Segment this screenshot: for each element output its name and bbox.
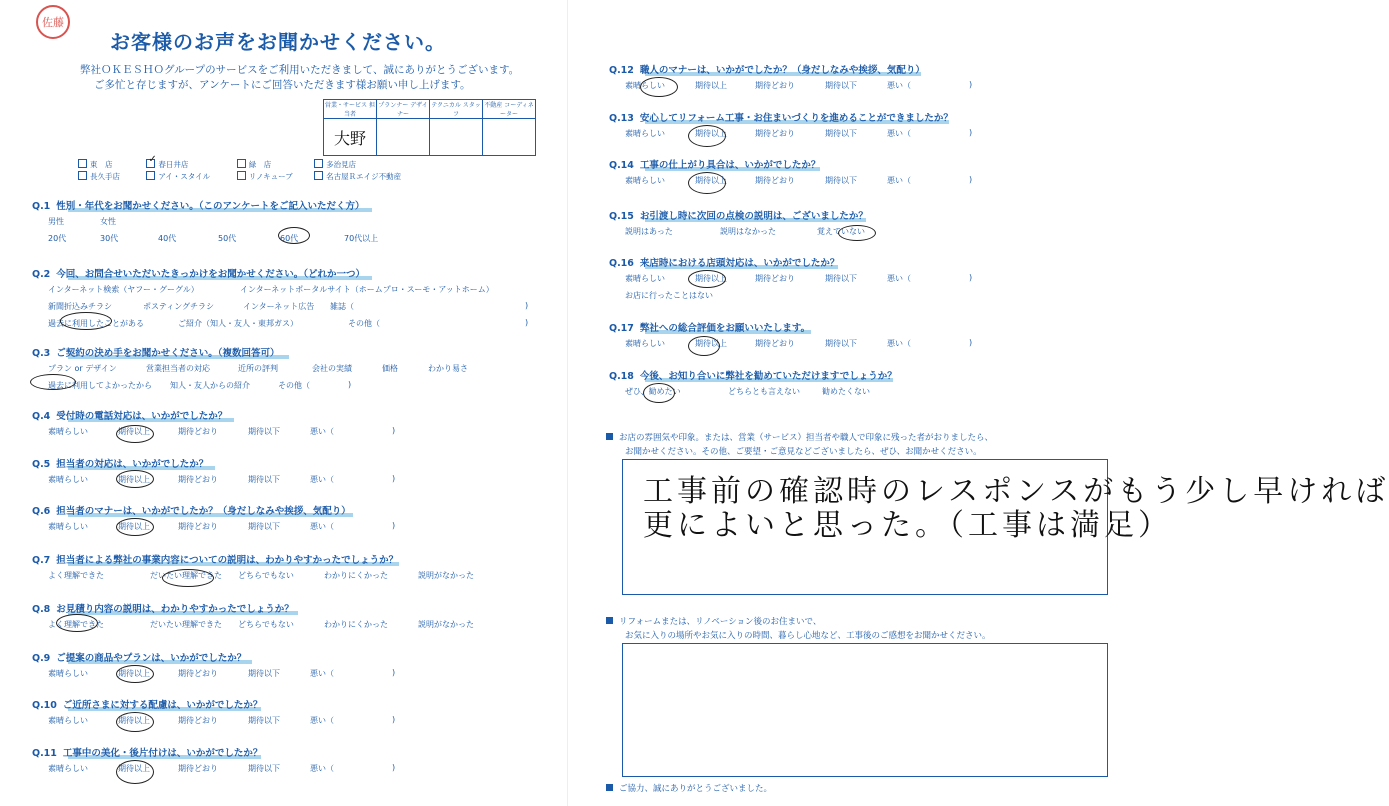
paren-close: ) xyxy=(348,380,352,389)
answer-option[interactable]: ご紹介（知人・友人・東邦ガス） xyxy=(178,319,298,328)
answer-option[interactable]: 覚えていない xyxy=(817,227,865,236)
staff-table xyxy=(323,99,536,156)
question-q4 xyxy=(32,408,227,422)
answer-option[interactable]: 説明はなかった xyxy=(720,227,776,236)
question-number: Q.5 xyxy=(32,459,51,470)
answer-option[interactable]: 期待以下 xyxy=(248,475,280,484)
answer-option[interactable]: 期待どおり xyxy=(755,176,795,185)
answer-option[interactable]: 女性 xyxy=(100,217,116,226)
answer-option[interactable]: インターネット検索（ヤフー・グーグル） xyxy=(48,285,199,294)
answer-option[interactable]: 素晴らしい xyxy=(48,427,88,436)
question-text: 工事の仕上がり具合は、いかがでしたか？ xyxy=(639,160,821,171)
paren-close: ) xyxy=(392,668,396,677)
answer-option[interactable]: 50代 xyxy=(218,234,237,243)
answer-option[interactable]: 新聞折込みチラシ xyxy=(48,302,112,311)
answer-circle xyxy=(116,425,154,443)
question-text: お引渡し時に次回の点検の説明は、ございましたか？ xyxy=(639,211,868,222)
comment1-label: お店の雰囲気や印象。または、営業（サービス）担当者や職人で印象に残った者がおりましたら、 xyxy=(606,432,993,445)
page-title: お客様のお声をお聞かせください。 xyxy=(110,30,446,54)
question-q16 xyxy=(609,255,839,269)
answer-option[interactable]: 素晴らしい xyxy=(48,764,88,773)
answer-option[interactable]: 期待以下 xyxy=(248,522,280,531)
answer-option[interactable]: 期待以上 xyxy=(695,81,727,90)
stamp-text: 佐藤 xyxy=(42,15,64,29)
question-q3 xyxy=(32,345,280,359)
answer-option[interactable]: 価格 xyxy=(382,364,398,373)
store-option[interactable]: リノキューブ xyxy=(237,171,312,182)
answer-circle xyxy=(60,312,112,330)
paren-close: ) xyxy=(969,128,973,137)
staff-header-planner: プランナー デザイナー xyxy=(377,100,430,119)
answer-option[interactable]: インターネット広告 xyxy=(243,302,315,311)
answer-option[interactable]: 説明はあった xyxy=(625,227,673,236)
question-text: 職人のマナーは、いかがでしたか？（身だしなみや挨拶、気配り） xyxy=(639,65,925,76)
question-q15 xyxy=(609,208,868,222)
answer-option[interactable]: 説明がなかった xyxy=(418,571,474,580)
answer-option[interactable]: 素晴らしい xyxy=(48,475,88,484)
answer-option[interactable]: インターネットポータルサイト（ホームプロ・スーモ・アットホーム） xyxy=(240,285,494,294)
answer-circle xyxy=(643,383,675,403)
question-q13 xyxy=(609,110,953,124)
answer-option[interactable]: よく理解できた xyxy=(48,620,104,629)
answer-option[interactable]: 悪い（ xyxy=(887,81,911,90)
paren-close: ) xyxy=(969,338,973,347)
question-text: 来店時における店頭対応は、いかがでしたか？ xyxy=(639,258,840,269)
square-bullet-icon xyxy=(606,617,613,624)
staff-value-technical[interactable] xyxy=(430,119,483,156)
question-text: 受付時の電話対応は、いかがでしたか？ xyxy=(56,411,228,422)
answer-circle xyxy=(688,125,726,147)
answer-option[interactable]: 素晴らしい xyxy=(625,129,665,138)
answer-option[interactable]: 期待以上 xyxy=(118,716,150,725)
question-q5 xyxy=(32,456,208,470)
square-bullet-icon xyxy=(606,784,613,791)
answer-option[interactable]: どちらでもない xyxy=(238,571,294,580)
answer-option[interactable]: 素晴らしい xyxy=(48,522,88,531)
answer-circle xyxy=(116,470,154,488)
answer-option[interactable]: 期待以上 xyxy=(695,129,727,138)
answer-option[interactable]: 期待以下 xyxy=(825,176,857,185)
answer-circle xyxy=(116,665,154,683)
question-text: 担当者による弊社の事業内容についての説明は、わかりやすかったでしょうか？ xyxy=(56,555,399,566)
question-number: Q.17 xyxy=(609,323,634,334)
question-number: Q.8 xyxy=(32,604,51,615)
paren-close: ) xyxy=(969,273,973,282)
answer-option[interactable]: 期待どおり xyxy=(755,81,795,90)
question-number: Q.12 xyxy=(609,65,634,76)
paren-close: ) xyxy=(392,474,396,483)
question-number: Q.13 xyxy=(609,113,634,124)
answer-circle xyxy=(640,77,678,97)
question-number: Q.6 xyxy=(32,506,51,517)
answer-circle xyxy=(838,225,876,241)
intro-line-2: ご多忙と存じますが、アンケートにご回答いただきます様お願い申し上げます。 xyxy=(94,79,471,91)
question-number: Q.18 xyxy=(609,371,634,382)
answer-option[interactable]: その他（ xyxy=(348,319,380,328)
staff-header-sales: 営業・サービス 担当者 xyxy=(324,100,377,119)
answer-option[interactable]: 期待どおり xyxy=(178,669,218,678)
comment2-box[interactable] xyxy=(622,643,1108,777)
answer-option[interactable]: どちらでもない xyxy=(238,620,294,629)
question-q6 xyxy=(32,503,351,517)
question-q10 xyxy=(32,697,262,711)
question-q18 xyxy=(609,368,897,382)
answer-option[interactable]: ポスティングチラシ xyxy=(143,302,215,311)
answer-option[interactable]: お店に行ったことはない xyxy=(625,291,713,300)
answer-option[interactable]: 期待以上 xyxy=(695,339,727,348)
answer-option[interactable]: 期待以下 xyxy=(248,764,280,773)
question-number: Q.14 xyxy=(609,160,634,171)
question-q8 xyxy=(32,601,294,615)
answer-circle xyxy=(116,760,154,784)
answer-option[interactable]: 期待以上 xyxy=(118,669,150,678)
answer-circle xyxy=(688,270,726,288)
footer: ご協力、誠にありがとうございました。 xyxy=(606,783,772,796)
answer-option[interactable]: 悪い（ xyxy=(887,274,911,283)
paren-close: ) xyxy=(392,763,396,772)
store-option[interactable]: アイ・スタイル xyxy=(146,171,234,182)
comment1-box[interactable] xyxy=(622,459,1389,595)
question-number: Q.16 xyxy=(609,258,634,269)
answer-option[interactable]: どちらとも言えない xyxy=(728,387,800,396)
answer-circle xyxy=(116,518,154,536)
answer-option[interactable]: 期待どおり xyxy=(755,129,795,138)
store-option[interactable]: 緑 店 xyxy=(237,159,312,170)
question-number: Q.2 xyxy=(32,269,51,280)
store-option[interactable]: 東 店 xyxy=(78,159,144,170)
question-q1 xyxy=(32,198,364,212)
comment2-label-2: お気に入りの場所やお気に入りの時間、暮らし心地など、工事後のご感想をお聞かせください。 xyxy=(625,631,991,641)
answer-circle xyxy=(688,172,726,194)
answer-option[interactable]: 70代以上 xyxy=(344,234,379,243)
checkbox[interactable] xyxy=(78,159,87,168)
square-bullet-icon xyxy=(606,433,613,440)
answer-option[interactable]: 期待以上 xyxy=(118,475,150,484)
answer-option[interactable]: 雑誌（ xyxy=(330,302,354,311)
answer-option[interactable]: 悪い（ xyxy=(310,522,334,531)
answer-option[interactable]: ぜひ、勧めたい xyxy=(625,387,681,396)
answer-option[interactable]: 期待どおり xyxy=(755,339,795,348)
store-row-1 xyxy=(78,154,357,170)
question-text: 今後、お知り合いに弊社を勧めていただけますでしょうか？ xyxy=(639,371,897,382)
paren-close: ) xyxy=(392,715,396,724)
answer-option[interactable]: 30代 xyxy=(100,234,119,243)
answer-option[interactable]: 営業担当者の対応 xyxy=(146,364,210,373)
paren-close: ) xyxy=(525,318,529,327)
answer-option[interactable]: 悪い（ xyxy=(310,764,334,773)
answer-option[interactable]: 悪い（ xyxy=(887,176,911,185)
question-number: Q.15 xyxy=(609,211,634,222)
answer-option[interactable]: 過去に利用してよかったから xyxy=(48,381,152,390)
question-number: Q.3 xyxy=(32,348,51,359)
answer-option[interactable]: だいたい理解できた xyxy=(150,620,222,629)
question-number: Q.4 xyxy=(32,411,51,422)
question-text: 弊社への総合評価をお願いいたします。 xyxy=(639,323,811,334)
page-fold xyxy=(567,0,568,806)
answer-option[interactable]: 男性 xyxy=(48,217,64,226)
question-text: 工事中の美化・後片付けは、いかがでしたか？ xyxy=(62,748,263,759)
question-text: 担当者の対応は、いかがでしたか？ xyxy=(56,459,209,470)
paren-close: ) xyxy=(969,175,973,184)
answer-option[interactable]: わかりにくかった xyxy=(324,620,388,629)
answer-option[interactable]: 期待以下 xyxy=(825,81,857,90)
answer-circle xyxy=(278,227,310,244)
answer-option[interactable]: 40代 xyxy=(158,234,177,243)
checkbox[interactable] xyxy=(237,159,246,168)
answer-circle xyxy=(116,712,154,732)
question-text: 担当者のマナーは、いかがでしたか？（身だしなみや挨拶、気配り） xyxy=(56,506,351,517)
answer-option[interactable]: 期待以下 xyxy=(248,427,280,436)
question-number: Q.9 xyxy=(32,653,51,664)
checkbox[interactable] xyxy=(78,171,87,180)
answer-option[interactable]: 20代 xyxy=(48,234,67,243)
answer-option[interactable]: 期待以上 xyxy=(118,427,150,436)
answer-option[interactable]: 期待どおり xyxy=(178,522,218,531)
answer-option[interactable]: 期待どおり xyxy=(178,427,218,436)
answer-option[interactable]: わかり易さ xyxy=(428,364,468,373)
checkbox[interactable] xyxy=(314,159,323,168)
answer-option[interactable]: 期待どおり xyxy=(178,764,218,773)
checkbox-checked[interactable]: ✓ xyxy=(146,159,155,168)
answer-option[interactable]: 悪い（ xyxy=(887,339,911,348)
comment2-label: リフォームまたは、リノベーション後のお住まいで、 xyxy=(606,616,821,629)
answer-circle xyxy=(56,614,98,632)
answer-option[interactable]: 素晴らしい xyxy=(625,339,665,348)
answer-option[interactable]: 期待以上 xyxy=(118,522,150,531)
comment1-handwritten-2: 更によいと思った。（工事は満足） xyxy=(643,508,1172,543)
answer-option[interactable]: よく理解できた xyxy=(48,571,104,580)
question-q14 xyxy=(609,157,820,171)
answer-option[interactable]: 過去に利用したことがある xyxy=(48,319,144,328)
question-q2 xyxy=(32,266,365,280)
paren-close: ) xyxy=(392,521,396,530)
question-text: 安心してリフォーム工事・お住まいづくりを進めることができましたか？ xyxy=(639,113,953,124)
answer-option[interactable]: 説明がなかった xyxy=(418,620,474,629)
answer-option[interactable]: 知人・友人からの紹介 xyxy=(170,381,250,390)
question-q17 xyxy=(609,320,810,334)
answer-option[interactable]: 勧めたくない xyxy=(822,387,870,396)
answer-option[interactable]: 素晴らしい xyxy=(625,176,665,185)
answer-option[interactable]: 悪い（ xyxy=(310,716,334,725)
answer-circle xyxy=(688,336,720,356)
paren-close: ) xyxy=(392,426,396,435)
answer-option[interactable]: 悪い（ xyxy=(310,475,334,484)
answer-option[interactable]: プラン or デザイン xyxy=(48,364,117,373)
answer-option[interactable]: だいたい理解できた xyxy=(150,571,222,580)
answer-option[interactable]: その他（ xyxy=(278,381,310,390)
answer-option[interactable]: 素晴らしい xyxy=(625,81,665,90)
question-text: 今回、お問合せいただいたきっかけをお聞かせください。（どれか一つ） xyxy=(56,269,366,280)
store-row-2 xyxy=(78,171,401,182)
answer-option[interactable]: 期待どおり xyxy=(755,274,795,283)
question-q9 xyxy=(32,650,246,664)
question-q11 xyxy=(32,745,262,759)
paren-close: ) xyxy=(525,301,529,310)
answer-option[interactable]: 期待どおり xyxy=(178,475,218,484)
answer-option[interactable]: 悪い（ xyxy=(310,427,334,436)
checkbox[interactable] xyxy=(146,171,155,180)
answer-option[interactable]: 会社の実績 xyxy=(312,364,352,373)
answer-circle xyxy=(162,569,214,587)
answer-option[interactable]: 悪い（ xyxy=(887,129,911,138)
answer-option[interactable]: 期待以下 xyxy=(248,716,280,725)
answer-option[interactable]: 期待以上 xyxy=(695,176,727,185)
store-option-checked[interactable]: ✓ 春日井店 xyxy=(148,154,189,169)
checkbox[interactable] xyxy=(314,171,323,180)
approval-stamp xyxy=(36,5,70,39)
answer-option[interactable]: わかりにくかった xyxy=(324,571,388,580)
answer-option[interactable]: 期待どおり xyxy=(178,716,218,725)
question-text: ご契約の決め手をお聞かせください。（複数回答可） xyxy=(56,348,280,359)
answer-option[interactable]: 素晴らしい xyxy=(48,669,88,678)
staff-header-technical: テクニカル スタッフ xyxy=(430,100,483,119)
question-text: 性別・年代をお聞かせください。（このアンケートをご記入いただく方） xyxy=(56,201,365,212)
question-q12 xyxy=(609,62,925,76)
paren-close: ) xyxy=(969,80,973,89)
answer-option[interactable]: 期待以上 xyxy=(118,764,150,773)
answer-option[interactable]: 近所の評判 xyxy=(238,364,278,373)
question-text: ご提案の商品やプランは、いかがでしたか？ xyxy=(56,653,247,664)
question-number: Q.11 xyxy=(32,748,57,759)
answer-option[interactable]: 悪い（ xyxy=(310,669,334,678)
answer-option[interactable]: 期待以下 xyxy=(825,339,857,348)
answer-option[interactable]: 素晴らしい xyxy=(625,274,665,283)
answer-option[interactable]: 期待以上 xyxy=(695,274,727,283)
intro-line-1: 弊社ＯＫＥＳＨＯグループのサービスをご利用いただきまして、誠にありがとうございます。 xyxy=(80,64,520,76)
store-option[interactable]: 長久手店 xyxy=(78,171,144,182)
staff-value-realestate[interactable] xyxy=(483,119,536,156)
question-text: ご近所さまに対する配慮は、いかがでしたか？ xyxy=(62,700,263,711)
answer-option[interactable]: 期待以下 xyxy=(825,129,857,138)
question-number: Q.10 xyxy=(32,700,57,711)
answer-option[interactable]: 期待以下 xyxy=(825,274,857,283)
answer-option[interactable]: 素晴らしい xyxy=(48,716,88,725)
store-option[interactable]: 多治見店 xyxy=(314,159,356,170)
comment1-handwritten-1: 工事前の確認時のレスポンスがもう少し早ければ xyxy=(643,474,1389,509)
staff-value-planner[interactable] xyxy=(377,119,430,156)
staff-value-sales[interactable]: 大野 xyxy=(324,119,377,156)
answer-circle xyxy=(30,374,76,390)
comment1-label-2: お聞かせください。その他、ご要望・ご意見などございましたら、ぜひ、お聞かせください。 xyxy=(625,447,982,457)
answer-option[interactable]: 60代 xyxy=(280,234,299,243)
question-q7 xyxy=(32,552,398,566)
question-number: Q.7 xyxy=(32,555,51,566)
checkbox[interactable] xyxy=(237,171,246,180)
answer-option[interactable]: 期待以下 xyxy=(248,669,280,678)
question-number: Q.1 xyxy=(32,201,51,212)
store-option[interactable]: 名古屋Ｒエイジ不動産 xyxy=(314,171,401,182)
staff-header-realestate: 不動産 コーディネーター xyxy=(483,100,536,119)
question-text: お見積り内容の説明は、わかりやすかったでしょうか？ xyxy=(56,604,294,615)
